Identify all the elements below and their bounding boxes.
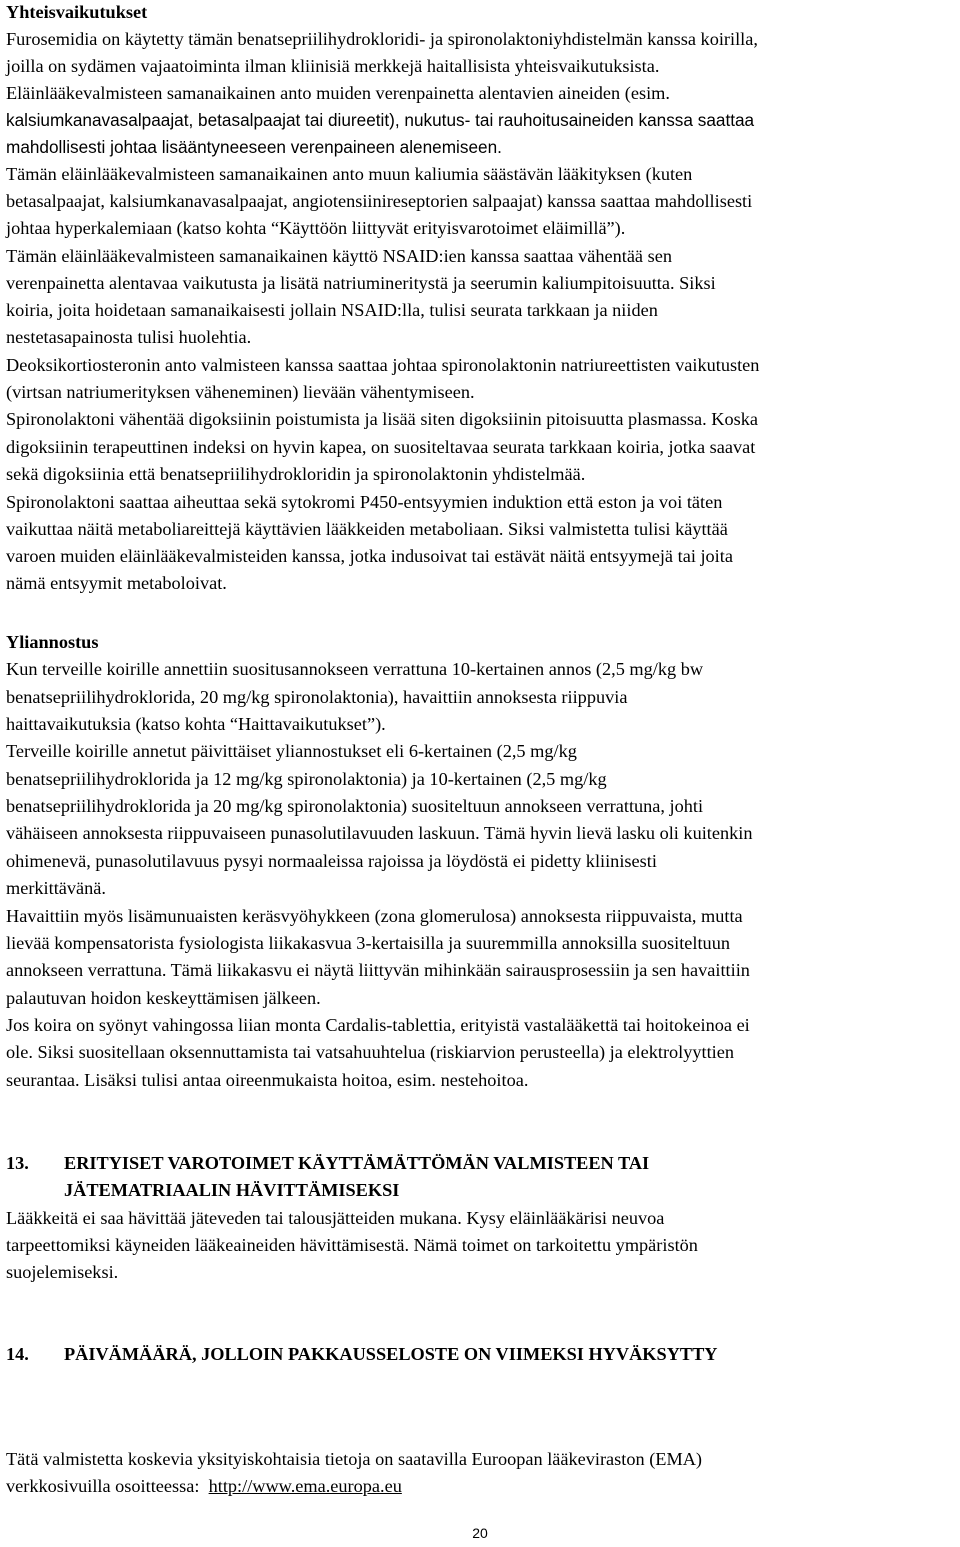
interactions-line: vaikuttaa näitä metaboliareittejä käyttävien lääkkeiden metaboliaan. Siksi valmistetta tulisi käyttää [6,519,728,539]
interactions-line: koiria, joita hoidetaan samanaikaisesti jollain NSAID:lla, tulisi seurata tarkkaan ja niiden [6,300,658,320]
interactions-line: nämä entsyymit metaboloivat. [6,573,227,593]
interactions-line: kalsiumkanavasalpaajat, betasalpaajat tai diureetit), nukutus- tai rauhoitusaineiden kanssa saattaa [6,110,755,130]
section-14-number: 14. [6,1344,29,1364]
interactions-line: Tämän eläinlääkevalmisteen samanaikainen käyttö NSAID:ien kanssa saattaa vähentää sen [6,246,672,266]
interactions-line: Spironolaktoni saattaa aiheuttaa sekä sytokromi P450-entsyymien induktion että eston ja voi täten [6,492,723,512]
ema-website-link[interactable]: http://www.ema.europa.eu [208,1476,402,1496]
overdose-line: Havaittiin myös lisämunuaisten keräsvyöhykkeen (zona glomerulosa) annoksesta riippuvaista, mutta [6,906,743,926]
interactions-line: Spironolaktoni vähentää digoksiinin poistumista ja lisää siten digoksiinin pitoisuutta plasmassa. Koska [6,409,758,429]
interactions-line: sekä digoksiinia että benatsepriilihydrokloridin ja spironolaktonin yhdistelmää. [6,464,586,484]
overdose-line: Terveille koirille annetut päivittäiset yliannostukset eli 6-kertainen (2,5 mg/kg [6,741,577,761]
interactions-line: mahdollisesti johtaa lisääntyneeseen verenpaineen alenemiseen. [6,137,502,157]
interactions-heading: Yhteisvaikutukset [6,2,148,22]
interactions-line: joilla on sydämen vajaatoiminta ilman kliinisiä merkkejä haitallisista yhteisvaikutuksista. [6,56,660,76]
interactions-line: Furosemidia on käytetty tämän benatsepriilihydrokloridi- ja spironolaktoniyhdistelmän kanssa koirilla, [6,29,758,49]
interactions-line: varoen muiden eläinlääkevalmisteiden kanssa, jotka indusoivat tai estävät näitä entsyymejä tai joita [6,546,733,566]
page-number: 20 [472,1525,488,1541]
overdose-line: ohimenevä, punasolutilavuus pysyi normaaleissa rajoissa ja löydöstä ei pidetty kliinisesti [6,851,657,871]
ema-info-line: Tätä valmistetta koskevia yksityiskohtaisia tietoja on saatavilla Euroopan lääkeviraston (EMA) [6,1449,703,1469]
section-13-number: 13. [6,1153,29,1173]
interactions-line: johtaa hyperkalemiaan (katso kohta “Käyttöön liittyvät erityisvarotoimet eläimillä”). [6,218,626,238]
overdose-line: merkittävänä. [6,878,106,898]
overdose-line: palautuvan hoidon keskeyttämisen jälkeen. [6,988,321,1008]
interactions-line: digoksiinin terapeuttinen indeksi on hyvin kapea, on suositeltavaa seurata tarkkaan koiria, jotka saavat [6,437,756,457]
interactions-line: verenpainetta alentavaa vaikutusta ja lisätä natriumineritystä ja seerumin kaliumpitoisuutta. Siksi [6,273,716,293]
interactions-line: Deoksikortiosteronin anto valmisteen kanssa saattaa johtaa spironolaktonin natriureettisten vaikutusten [6,355,760,375]
interactions-line: betasalpaajat, kalsiumkanavasalpaajat, angiotensiinireseptorien salpaajat) kanssa saattaa mahdollisesti [6,191,753,211]
overdose-line: Jos koira on syönyt vahingossa liian monta Cardalis-tablettia, erityistä vastalääkettä tai hoitokeinoa ei [6,1015,750,1035]
interactions-line: Eläinlääkevalmisteen samanaikainen anto muiden verenpainetta alentavien aineiden (esim. [6,83,670,103]
overdose-line: annokseen verrattuna. Tämä liikakasvu ei näytä liittyvän mihinkään sairausprosessiin ja sen havaittiin [6,960,750,980]
ema-info-line2 [6,1473,402,1500]
overdose-line: benatsepriilihydroklorida ja 12 mg/kg spironolaktonia) ja 10-kertainen (2,5 mg/kg [6,769,607,789]
section-13-line: suojelemiseksi. [6,1262,119,1282]
overdose-line: haittavaikutuksia (katso kohta “Haittavaikutukset”). [6,714,386,734]
overdose-line: benatsepriilihydroklorida ja 20 mg/kg spironolaktonia) suositeltuun annokseen verrattuna, johti [6,796,704,816]
overdose-line: lievää kompensatorista fysiologista liikakasvua 3-kertaisilla ja suuremmilla annoksilla suositeltuun [6,933,730,953]
overdose-line: vähäiseen annoksesta riippuvaiseen punasolutilavuuden laskuun. Tämä hyvin lievä lasku oli kuitenkin [6,823,753,843]
section-13-title-line1: ERITYISET VAROTOIMET KÄYTTÄMÄTTÖMÄN VALMISTEEN TAI [64,1153,650,1173]
section-13-line: tarpeettomiksi käyneiden lääkeaineiden hävittämisestä. Nämä toimet on tarkoitettu ympäristön [6,1235,698,1255]
overdose-line: ole. Siksi suositellaan oksennuttamista tai vatsahuuhtelua (riskiarvion perusteella) ja elektrolyyttien [6,1042,735,1062]
section-13-line: Lääkkeitä ei saa hävittää jäteveden tai talousjätteiden mukana. Kysy eläinlääkärisi neuvoa [6,1208,665,1228]
overdose-heading: Yliannostus [6,632,99,652]
interactions-line: Tämän eläinlääkevalmisteen samanaikainen anto muun kaliumia säästävän lääkityksen (kuten [6,164,693,184]
interactions-line: nestetasapainosta tulisi huolehtia. [6,327,252,347]
overdose-line: benatsepriilihydroklorida, 20 mg/kg spironolaktonia), havaittiin annoksesta riippuvia [6,687,628,707]
overdose-line: Kun terveille koirille annettiin suositusannokseen verrattuna 10-kertainen annos (2,5 mg/kg bw [6,659,704,679]
section-13-title-line2: JÄTEMATRIAALIN HÄVITTÄMISEKSI [64,1180,400,1200]
interactions-line: (virtsan natriumerityksen väheneminen) lievään vähentymiseen. [6,382,475,402]
ema-info-prefix: verkkosivuilla osoitteessa: [6,1476,200,1496]
section-14-title: PÄIVÄMÄÄRÄ, JOLLOIN PAKKAUSSELOSTE ON VIIMEKSI HYVÄKSYTTY [64,1344,718,1364]
overdose-line: seurantaa. Lisäksi tulisi antaa oireenmukaista hoitoa, esim. nestehoitoa. [6,1070,529,1090]
